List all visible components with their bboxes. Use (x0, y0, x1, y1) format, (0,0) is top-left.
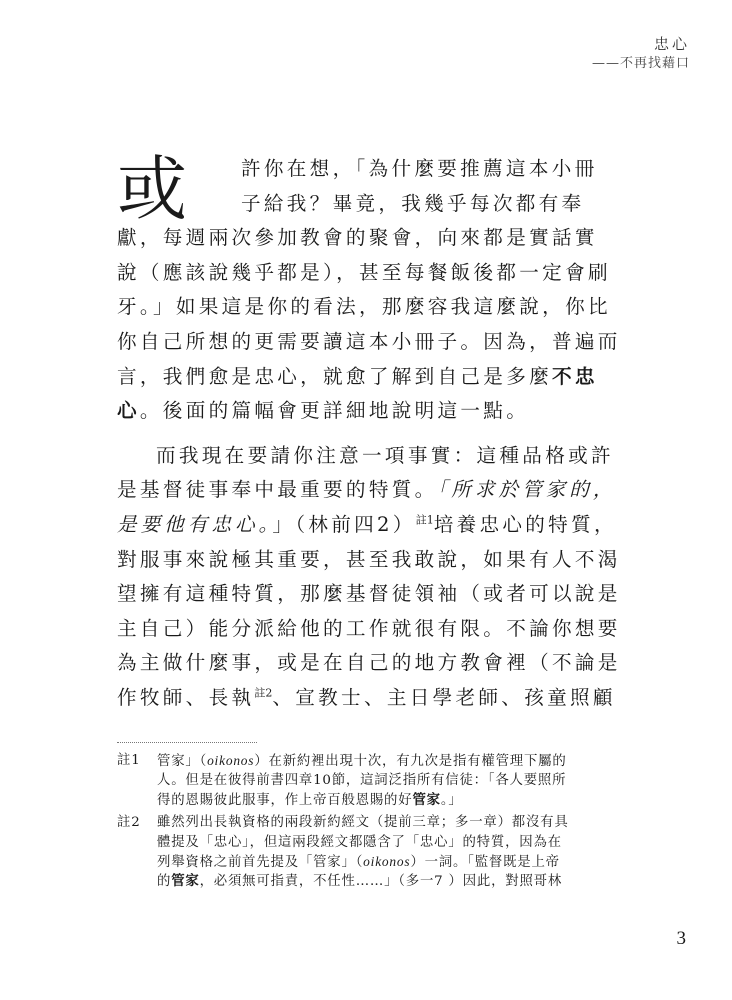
footnote-label: 註2 (117, 815, 141, 831)
footnote-line: 雖然列出長執資格的兩段新約經文（提前三章；多一章）都沒有具 (157, 815, 569, 831)
footnote-line (157, 751, 613, 771)
footnote-1 (117, 751, 613, 810)
running-header (592, 34, 690, 74)
text-line (117, 360, 605, 395)
footnote-divider (117, 742, 257, 743)
text-run: 管家」（ (157, 754, 208, 769)
text-run: 作牧師、長執 (117, 685, 255, 709)
text-line: 主自己）能分派給他的工作就很有限。不論你想要 (117, 616, 621, 640)
text-run: 得的恩賜彼此服事，作上帝百般恩賜的好 (157, 792, 413, 808)
text-run: 的 (157, 874, 172, 890)
footnote-ref-2[interactable]: 註2 (254, 686, 273, 700)
scripture-quote: 是要他有忠心。 (117, 512, 273, 536)
text-run: ）一詞。「監督既是上帝 (410, 855, 560, 871)
text-line: 說（應該說幾乎都是），甚至每餐飯後都一定會刷 (117, 260, 611, 284)
footnote-line (157, 872, 613, 891)
page-number: 3 (676, 928, 686, 949)
paragraph-2 (117, 439, 621, 716)
text-run: ）在新約裡出現十次，有九次是指有權管理下屬的 (254, 754, 567, 769)
footnote-2 (117, 813, 613, 892)
text-line: 而我現在要請你注意一項事實：這種品格或許 (156, 443, 614, 467)
header-subtitle: ——不再找藉口 (591, 56, 690, 71)
emphasis-text: 管家 (412, 791, 441, 808)
footnote-line: 人。但是在彼得前書四章10節，這詞泛指所有信徒：「各人要照所 (157, 773, 567, 789)
footnote-text (157, 751, 613, 810)
emphasis-text: 不忠 (551, 364, 598, 388)
text-run: 、宣教士、主日學老師、孩童照顧 (272, 685, 616, 709)
drop-cap: 或 (117, 148, 187, 230)
greek-term: oikonos (363, 854, 411, 870)
footnote-text (157, 813, 613, 892)
text-line (117, 681, 616, 716)
body-text (117, 148, 621, 716)
greek-term: oikonos (207, 753, 255, 768)
footnote-line: 體提及「忠心」，但這兩段經文都隱含了「忠心」的特質，因為在 (157, 834, 562, 850)
emphasis-text: 管家 (171, 873, 200, 890)
scripture-quote: 「所求於管家的， (437, 478, 617, 502)
header-title: 忠心 (653, 35, 690, 53)
footnote-line (157, 791, 613, 810)
text-line (117, 508, 617, 543)
footnote-label: 註1 (117, 753, 141, 768)
footnotes (117, 751, 613, 895)
text-line: 許你在想，「為什麼要推薦這本小冊 (241, 157, 598, 180)
text-line (117, 394, 605, 429)
text-run: 。」 (440, 792, 463, 808)
text-line: 牙。」如果這是你的看法，那麼容我這麼說，你比 (117, 295, 611, 319)
text-line: 子給我？畢竟，我幾乎每次都有奉 (241, 191, 585, 215)
text-run: 是基督徒事奉中最重要的特質。 (117, 478, 438, 502)
text-run: 言，我們愈是忠心，就愈了解到自己是多麼 (117, 364, 552, 388)
text-run: 培養忠心的特質， (433, 512, 617, 536)
footnote-line (157, 852, 613, 872)
emphasis-text: 心 (117, 399, 140, 423)
text-run: 列舉資格之前首先提及「管家」（ (157, 855, 364, 871)
paragraph-1 (117, 148, 621, 429)
footnote-ref-1[interactable]: 註1 (415, 513, 434, 527)
text-run: 。後面的篇幅會更詳細地說明這一點。 (139, 399, 530, 423)
text-run: 」（林前四2） (272, 512, 416, 536)
text-line: 為主做什麼事，或是在自己的地方教會裡（不論是 (117, 651, 621, 675)
text-line: 你自己所想的更需要讀這本小冊子。因為，普遍而 (117, 329, 621, 353)
text-run: ，必須無可指責，不任性……」（多一7 ）因此，對照哥林 (199, 874, 563, 890)
text-line: 對服事來說極其重要，甚至我敢說，如果有人不渴 (117, 547, 621, 571)
text-line: 獻，每週兩次參加教會的聚會，向來都是實話實 (117, 226, 598, 250)
text-line (117, 473, 617, 508)
text-line: 望擁有這種特質，那麼基督徒領袖（或者可以說是 (117, 582, 621, 606)
